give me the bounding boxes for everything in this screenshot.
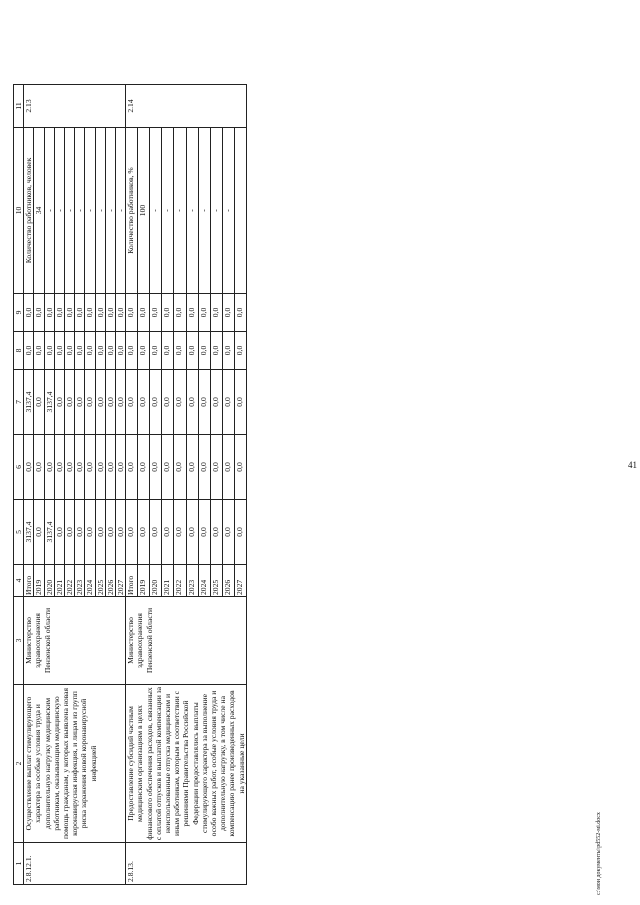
other-funding-cell: 0,0 <box>75 294 85 332</box>
program-table <box>13 84 247 885</box>
regional-funding-cell: 0,0 <box>54 370 64 435</box>
other-funding-cell: 0,0 <box>138 294 150 332</box>
regional-funding-cell: 0,0 <box>65 370 75 435</box>
local-funding-cell: 0,0 <box>222 332 234 370</box>
total-funding-cell: 0,0 <box>162 500 174 565</box>
regional-funding-cell: 0,0 <box>162 370 174 435</box>
total-funding-cell: 3137,4 <box>44 500 54 565</box>
local-funding-cell: 0,0 <box>116 332 126 370</box>
regional-funding-cell: 0,0 <box>186 370 198 435</box>
indicator-value: 34 <box>34 128 44 294</box>
column-header: 3 <box>14 597 24 685</box>
indicator-value: - <box>198 128 210 294</box>
federal-funding-cell: 0,0 <box>65 435 75 500</box>
item-index: 2.8.13. <box>126 843 247 885</box>
indicator-value: - <box>174 128 186 294</box>
other-funding-cell: 0,0 <box>65 294 75 332</box>
federal-funding-cell: 0,0 <box>85 435 95 500</box>
year-cell: 2026 <box>222 565 234 597</box>
year-cell: 2023 <box>186 565 198 597</box>
regional-funding-cell: 0,0 <box>198 370 210 435</box>
other-funding-cell: 0,0 <box>34 294 44 332</box>
federal-funding-cell: 0,0 <box>34 435 44 500</box>
total-funding-cell: 0,0 <box>116 500 126 565</box>
local-funding-cell: 0,0 <box>34 332 44 370</box>
column-header: 1 <box>14 843 24 885</box>
column-header: 9 <box>14 294 24 332</box>
year-cell: 2019 <box>34 565 44 597</box>
other-funding-cell: 0,0 <box>234 294 246 332</box>
year-cell: 2022 <box>174 565 186 597</box>
total-funding-cell: 0,0 <box>234 500 246 565</box>
year-cell: 2023 <box>75 565 85 597</box>
total-funding-cell: 0,0 <box>65 500 75 565</box>
total-funding-cell: 0,0 <box>150 500 162 565</box>
total-funding-cell: 0,0 <box>138 500 150 565</box>
local-funding-cell: 0,0 <box>138 332 150 370</box>
footer-file-path: c:\мои документы\рd552-мi.docx <box>596 812 602 895</box>
year-cell: 2020 <box>150 565 162 597</box>
column-header: 7 <box>14 370 24 435</box>
item-index: 2.8.12.1. <box>24 843 126 885</box>
federal-funding-cell: 0,0 <box>54 435 64 500</box>
year-cell: 2021 <box>54 565 64 597</box>
local-funding-cell: 0,0 <box>24 332 34 370</box>
local-funding-cell: 0,0 <box>75 332 85 370</box>
indicator-value: - <box>54 128 64 294</box>
other-funding-cell: 0,0 <box>116 294 126 332</box>
federal-funding-cell: 0,0 <box>24 435 34 500</box>
federal-funding-cell: 0,0 <box>126 435 138 500</box>
page-number: 41 <box>628 460 637 470</box>
table-body <box>24 85 247 885</box>
indicator-value: - <box>186 128 198 294</box>
local-funding-cell: 0,0 <box>105 332 115 370</box>
total-funding-cell: 0,0 <box>126 500 138 565</box>
regional-funding-cell: 0,0 <box>222 370 234 435</box>
year-cell: 2024 <box>85 565 95 597</box>
local-funding-cell: 0,0 <box>126 332 138 370</box>
column-header: 6 <box>14 435 24 500</box>
total-funding-cell: 0,0 <box>198 500 210 565</box>
total-funding-cell: 0,0 <box>186 500 198 565</box>
year-cell: Итого <box>126 565 138 597</box>
local-funding-cell: 0,0 <box>210 332 222 370</box>
year-cell: 2027 <box>234 565 246 597</box>
indicator-value: - <box>150 128 162 294</box>
local-funding-cell: 0,0 <box>162 332 174 370</box>
total-funding-cell: 0,0 <box>54 500 64 565</box>
year-cell: 2020 <box>44 565 54 597</box>
regional-funding-cell: 0,0 <box>105 370 115 435</box>
indicator-value: - <box>75 128 85 294</box>
local-funding-cell: 0,0 <box>186 332 198 370</box>
federal-funding-cell: 0,0 <box>174 435 186 500</box>
regional-funding-cell: 0,0 <box>234 370 246 435</box>
indicator-value: - <box>162 128 174 294</box>
other-funding-cell: 0,0 <box>85 294 95 332</box>
local-funding-cell: 0,0 <box>174 332 186 370</box>
year-cell: 2027 <box>116 565 126 597</box>
local-funding-cell: 0,0 <box>65 332 75 370</box>
federal-funding-cell: 0,0 <box>222 435 234 500</box>
column-header: 2 <box>14 685 24 843</box>
local-funding-cell: 0,0 <box>234 332 246 370</box>
total-funding-cell: 0,0 <box>34 500 44 565</box>
indicator-name: Количество работников, % <box>126 128 138 294</box>
year-cell: 2026 <box>105 565 115 597</box>
regional-funding-cell: 0,0 <box>210 370 222 435</box>
indicator-value: - <box>210 128 222 294</box>
year-cell: 2024 <box>198 565 210 597</box>
regional-funding-cell: 0,0 <box>174 370 186 435</box>
year-cell: 2025 <box>210 565 222 597</box>
total-funding-cell: 0,0 <box>174 500 186 565</box>
federal-funding-cell: 0,0 <box>138 435 150 500</box>
other-funding-cell: 0,0 <box>95 294 105 332</box>
other-funding-cell: 0,0 <box>222 294 234 332</box>
column-header: 5 <box>14 500 24 565</box>
federal-funding-cell: 0,0 <box>75 435 85 500</box>
regional-funding-cell: 3137,4 <box>24 370 34 435</box>
total-funding-cell: 0,0 <box>75 500 85 565</box>
other-funding-cell: 0,0 <box>186 294 198 332</box>
federal-funding-cell: 0,0 <box>116 435 126 500</box>
item-executor: Министерство здравоохранения Пензенской области <box>24 597 126 685</box>
indicator-name: Количество работников, человек <box>24 128 34 294</box>
year-cell: Итого <box>24 565 34 597</box>
local-funding-cell: 0,0 <box>44 332 54 370</box>
indicator-value: - <box>44 128 54 294</box>
federal-funding-cell: 0,0 <box>150 435 162 500</box>
indicator-value: - <box>116 128 126 294</box>
indicator-value: - <box>95 128 105 294</box>
year-cell: 2025 <box>95 565 105 597</box>
federal-funding-cell: 0,0 <box>44 435 54 500</box>
local-funding-cell: 0,0 <box>54 332 64 370</box>
total-funding-cell: 0,0 <box>222 500 234 565</box>
local-funding-cell: 0,0 <box>95 332 105 370</box>
column-header: 11 <box>14 85 24 128</box>
federal-funding-cell: 0,0 <box>105 435 115 500</box>
indicator-value: - <box>85 128 95 294</box>
total-funding-cell: 3137,4 <box>24 500 34 565</box>
table-row <box>126 85 138 885</box>
indicator-value: - <box>222 128 234 294</box>
federal-funding-cell: 0,0 <box>186 435 198 500</box>
table-row <box>24 85 34 885</box>
indicator-value: - <box>105 128 115 294</box>
indicator-value <box>234 128 246 294</box>
other-funding-cell: 0,0 <box>126 294 138 332</box>
other-funding-cell: 0,0 <box>44 294 54 332</box>
other-funding-cell: 0,0 <box>105 294 115 332</box>
total-funding-cell: 0,0 <box>85 500 95 565</box>
local-funding-cell: 0,0 <box>85 332 95 370</box>
item-description: Предоставление субсидий частным медицинским организациям в целях финансового обеспечения расходов, связанных с оплатой отпусков и выплатой компенсации за неиспользованные отпуска медицинским и иным работникам, которым в соответствии с решениями Правительства Российской Федерации предоставлялись выплаты стимулирующего характера за выполнение особо важных работ, особые условия труда и дополнительную нагрузку, в том числе на компенсацию ранее произведенных расходов на указанные цели <box>126 685 247 843</box>
indicator-ref: 2.13 <box>24 85 126 128</box>
other-funding-cell: 0,0 <box>198 294 210 332</box>
local-funding-cell: 0,0 <box>198 332 210 370</box>
regional-funding-cell: 0,0 <box>85 370 95 435</box>
federal-funding-cell: 0,0 <box>210 435 222 500</box>
federal-funding-cell: 0,0 <box>162 435 174 500</box>
year-cell: 2022 <box>65 565 75 597</box>
year-cell: 2019 <box>138 565 150 597</box>
federal-funding-cell: 0,0 <box>198 435 210 500</box>
indicator-value: - <box>65 128 75 294</box>
regional-funding-cell: 0,0 <box>126 370 138 435</box>
total-funding-cell: 0,0 <box>105 500 115 565</box>
other-funding-cell: 0,0 <box>174 294 186 332</box>
column-header: 4 <box>14 565 24 597</box>
other-funding-cell: 0,0 <box>162 294 174 332</box>
year-cell: 2021 <box>162 565 174 597</box>
regional-funding-cell: 0,0 <box>75 370 85 435</box>
item-executor: Министерство здравоохранения Пензенской области <box>126 597 247 685</box>
item-description: Осуществление выплат стимулирующего характера за особые условия труда и дополнительную нагрузку медицинским работникам, оказывающим медицинскую помощь гражданам, у которых выявлена новая коронавирусная инфекция, и лицам из групп риска заражения новой коронавирусной инфекцией <box>24 685 126 843</box>
indicator-ref: 2.14 <box>126 85 247 128</box>
regional-funding-cell: 0,0 <box>116 370 126 435</box>
column-header: 8 <box>14 332 24 370</box>
other-funding-cell: 0,0 <box>54 294 64 332</box>
total-funding-cell: 0,0 <box>95 500 105 565</box>
other-funding-cell: 0,0 <box>150 294 162 332</box>
column-header: 10 <box>14 128 24 294</box>
other-funding-cell: 0,0 <box>210 294 222 332</box>
federal-funding-cell: 0,0 <box>234 435 246 500</box>
other-funding-cell: 0,0 <box>24 294 34 332</box>
regional-funding-cell: 0,0 <box>34 370 44 435</box>
regional-funding-cell: 0,0 <box>138 370 150 435</box>
federal-funding-cell: 0,0 <box>95 435 105 500</box>
local-funding-cell: 0,0 <box>150 332 162 370</box>
regional-funding-cell: 0,0 <box>150 370 162 435</box>
indicator-value: 100 <box>138 128 150 294</box>
column-number-row <box>14 85 24 885</box>
total-funding-cell: 0,0 <box>210 500 222 565</box>
regional-funding-cell: 3137,4 <box>44 370 54 435</box>
regional-funding-cell: 0,0 <box>95 370 105 435</box>
